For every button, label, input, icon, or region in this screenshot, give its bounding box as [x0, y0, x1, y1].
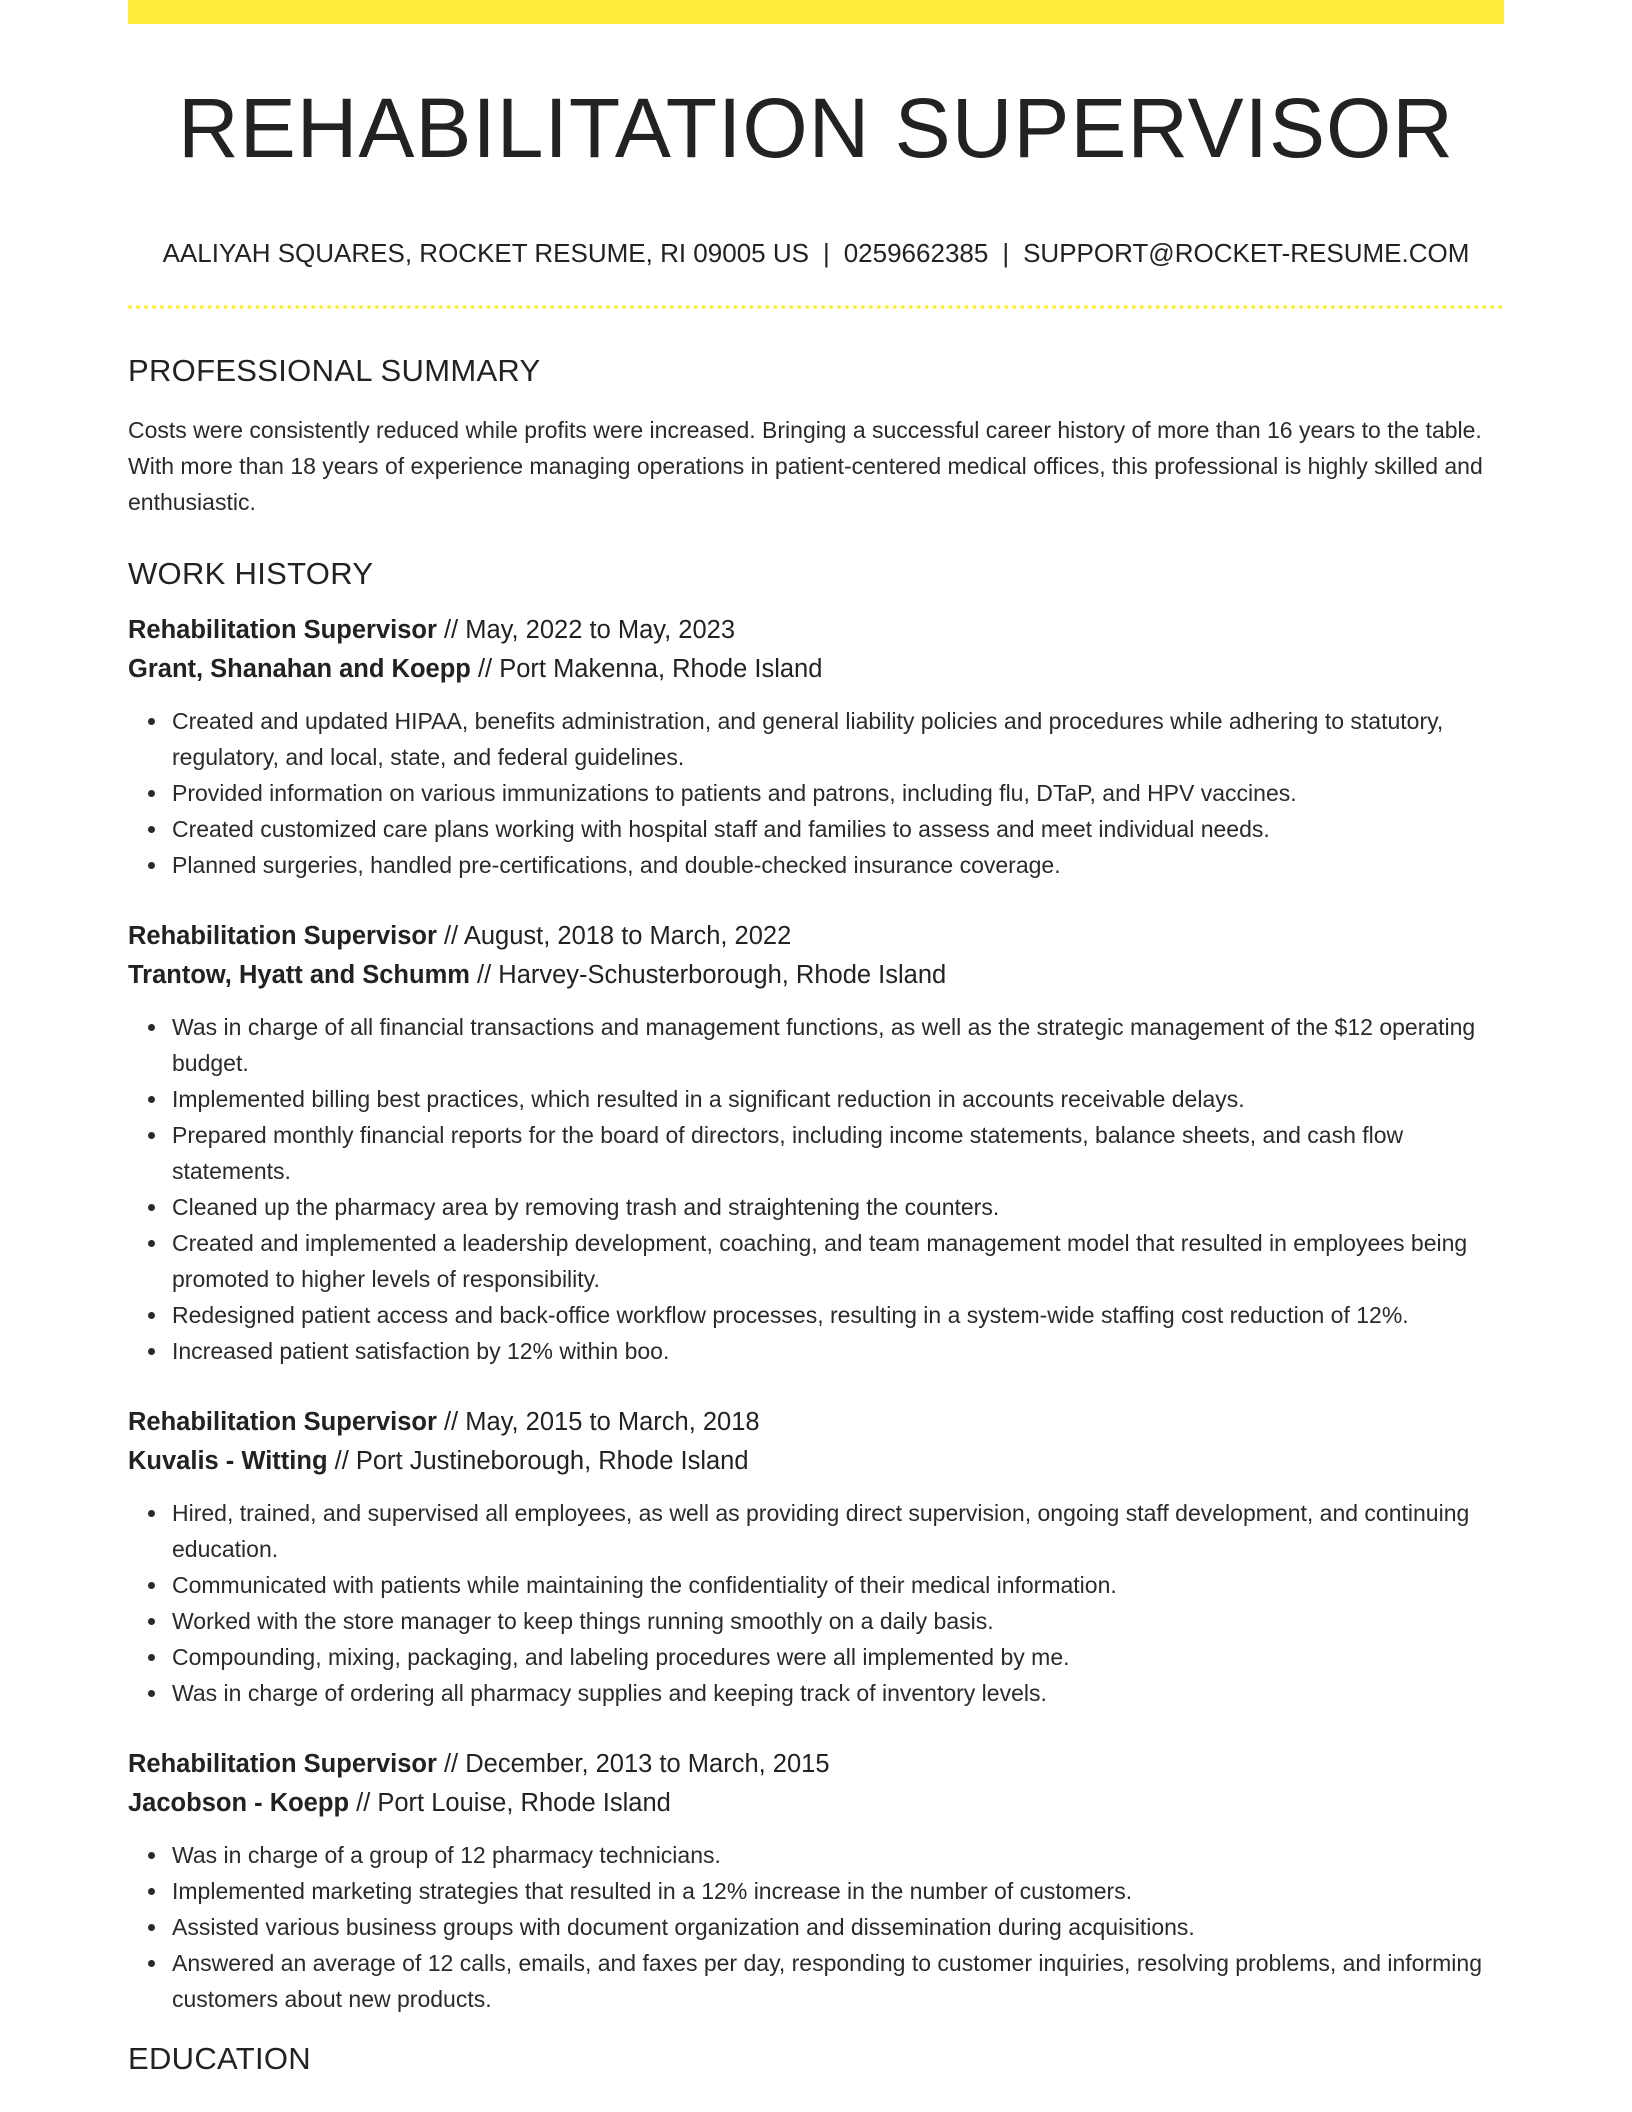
bullet-item: Created and updated HIPAA, benefits administration, and general liability policies and procedures while adhering to statutory, regulatory, and local, state, and federal guidelines.	[172, 703, 1504, 775]
dotted-divider	[128, 305, 1504, 309]
bullet-item: Compounding, mixing, packaging, and labeling procedures were all implemented by me.	[172, 1639, 1504, 1675]
job-role-line	[128, 1745, 1504, 1784]
contact-line	[128, 240, 1504, 266]
job-company-line	[128, 956, 1504, 995]
job-entry	[128, 611, 1504, 883]
contact-address: AALIYAH SQUARES, ROCKET RESUME, RI 09005 US	[162, 238, 809, 268]
bullet-item: Worked with the store manager to keep things running smoothly on a daily basis.	[172, 1603, 1504, 1639]
job-company: Trantow, Hyatt and Schumm	[128, 961, 470, 989]
education-heading: EDUCATION	[128, 2041, 311, 2076]
job-dates: // May, 2022 to May, 2023	[436, 616, 736, 644]
job-role-line	[128, 917, 1504, 956]
job-role: Rehabilitation Supervisor	[128, 616, 437, 644]
bullet-item: Cleaned up the pharmacy area by removing trash and straightening the counters.	[172, 1189, 1504, 1225]
job-dates: // May, 2015 to March, 2018	[436, 1408, 760, 1436]
job-company-line	[128, 650, 1504, 689]
bullet-item: Was in charge of all financial transactions and management functions, as well as the strategic management of the $12 operating budget.	[172, 1009, 1504, 1081]
job-bullets	[128, 1495, 1504, 1711]
job-entry	[128, 917, 1504, 1369]
job-company: Kuvalis - Witting	[128, 1447, 328, 1475]
job-role: Rehabilitation Supervisor	[128, 922, 437, 950]
summary-text: Costs were consistently reduced while profits were increased. Bringing a successful career history of more than 16 years to the table. With more than 18 years of experience managing operations in patient-centered medical offices, this professional is highly skilled and enthusiastic.	[128, 417, 1483, 515]
job-company: Jacobson - Koepp	[128, 1789, 350, 1817]
job-location: // Harvey-Schusterborough, Rhode Island	[469, 961, 947, 989]
contact-email: SUPPORT@ROCKET-RESUME.COM	[1023, 238, 1470, 268]
contact-separator: |	[822, 238, 830, 268]
resume-title: REHABILITATION SUPERVISOR	[178, 81, 1454, 175]
bullet-item: Hired, trained, and supervised all employees, as well as providing direct supervision, ongoing staff development, and continuing education.	[172, 1495, 1504, 1567]
resume-page	[128, 0, 1504, 2074]
bullet-item: Was in charge of ordering all pharmacy supplies and keeping track of inventory levels.	[172, 1675, 1504, 1711]
job-entry	[128, 1403, 1504, 1711]
bullet-item: Created and implemented a leadership development, coaching, and team management model that resulted in employees being promoted to higher levels of responsibility.	[172, 1225, 1504, 1297]
job-role: Rehabilitation Supervisor	[128, 1750, 437, 1778]
job-dates: // August, 2018 to March, 2022	[436, 922, 792, 950]
bullet-item: Prepared monthly financial reports for the board of directors, including income statements, balance sheets, and cash flow statements.	[172, 1117, 1504, 1189]
job-role-line	[128, 611, 1504, 650]
bullet-item: Planned surgeries, handled pre-certifications, and double-checked insurance coverage.	[172, 847, 1504, 883]
bullet-item: Redesigned patient access and back-office workflow processes, resulting in a system-wide staffing cost reduction of 12%.	[172, 1297, 1504, 1333]
bullet-item: Increased patient satisfaction by 12% within boo.	[172, 1333, 1504, 1369]
accent-top-bar	[128, 0, 1504, 24]
bullet-item: Communicated with patients while maintaining the confidentiality of their medical information.	[172, 1567, 1504, 1603]
bullet-item: Was in charge of a group of 12 pharmacy technicians.	[172, 1837, 1504, 1873]
job-company: Grant, Shanahan and Koepp	[128, 655, 471, 683]
job-location: // Port Louise, Rhode Island	[349, 1789, 671, 1817]
job-entry	[128, 1745, 1504, 2017]
contact-separator: |	[1002, 238, 1010, 268]
bullet-item: Implemented billing best practices, which resulted in a significant reduction in accounts receivable delays.	[172, 1081, 1504, 1117]
job-company-line	[128, 1442, 1504, 1481]
bullet-item: Assisted various business groups with document organization and dissemination during acquisitions.	[172, 1909, 1504, 1945]
job-role-line	[128, 1403, 1504, 1442]
job-location: // Port Makenna, Rhode Island	[470, 655, 823, 683]
work-history-heading: WORK HISTORY	[128, 556, 374, 591]
job-location: // Port Justineborough, Rhode Island	[327, 1447, 749, 1475]
work-history-list	[128, 611, 1504, 2017]
job-bullets	[128, 1837, 1504, 2017]
bullet-item: Created customized care plans working with hospital staff and families to assess and meet individual needs.	[172, 811, 1504, 847]
job-bullets	[128, 703, 1504, 883]
job-bullets	[128, 1009, 1504, 1369]
bullet-item: Answered an average of 12 calls, emails, and faxes per day, responding to customer inquiries, resolving problems, and informing customers about new products.	[172, 1945, 1504, 2017]
summary-heading: PROFESSIONAL SUMMARY	[128, 353, 541, 388]
job-dates: // December, 2013 to March, 2015	[436, 1750, 830, 1778]
bullet-item: Implemented marketing strategies that resulted in a 12% increase in the number of customers.	[172, 1873, 1504, 1909]
bullet-item: Provided information on various immunizations to patients and patrons, including flu, DTaP, and HPV vaccines.	[172, 775, 1504, 811]
contact-phone: 0259662385	[843, 238, 989, 268]
job-company-line	[128, 1784, 1504, 1823]
job-role: Rehabilitation Supervisor	[128, 1408, 437, 1436]
